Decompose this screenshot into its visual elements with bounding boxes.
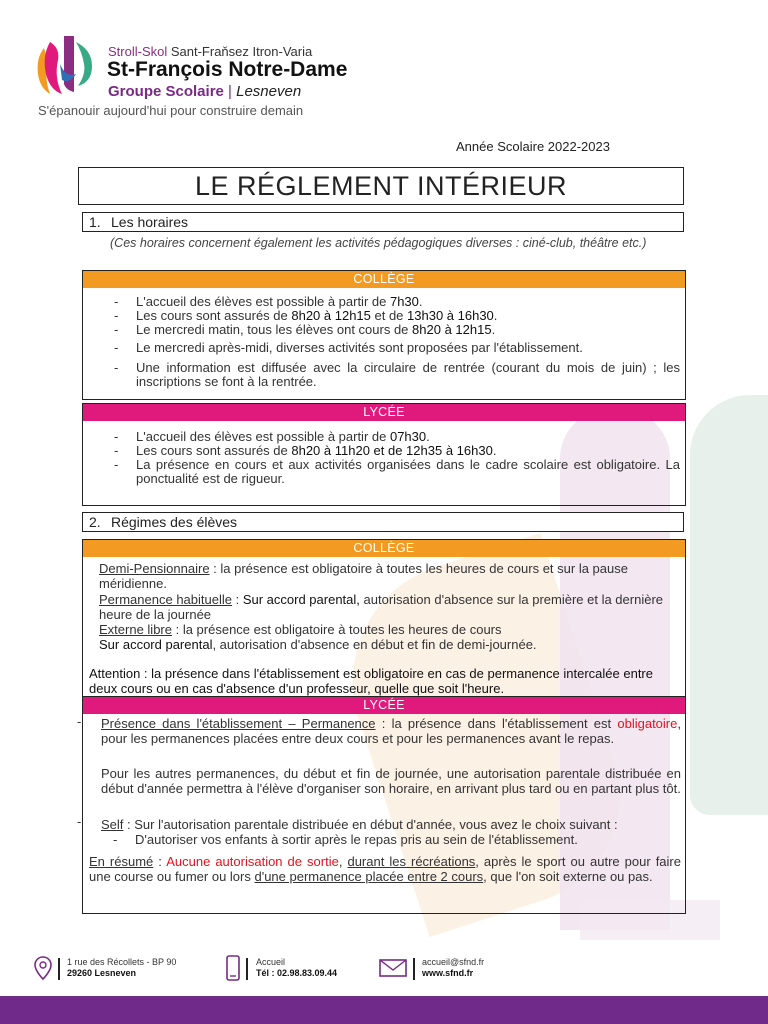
panel-college-regimes — [82, 539, 686, 696]
list-item: - Une information est diffusée avec la circulaire de rentrée (courant du mois de juin) ; les inscriptions se font à la rentrée. — [136, 361, 680, 389]
page-title: LE RÉGLEMENT INTÉRIEUR — [78, 167, 684, 205]
footer-address: 1 rue des Récollets - BP 90 29260 Lesneven — [67, 957, 177, 978]
list-item: - Les cours sont assurés de 8h20 à 12h15 et de 13h30 à 16h30. — [136, 309, 680, 323]
lycee-self: Self : Sur l'autorisation parentale distribuée en début d'année, vous avez le choix suivant : — [101, 817, 618, 832]
school-brand: Stroll-Skol — [108, 44, 168, 59]
phone-icon — [226, 955, 240, 981]
section-number: 2. — [89, 514, 101, 530]
school-city: Lesneven — [236, 83, 302, 100]
regime-externe-accord: Sur accord parental, autorisation d'absence en début et fin de demi-journée. — [99, 637, 537, 652]
attention-note: Attention : la présence dans l'établissement est obligatoire en cas de permanence intercalée entre deux cours ou en cas d'absence d'un professeur, quelle que soit l'heure. — [89, 666, 653, 696]
footer-divider — [58, 958, 60, 980]
regime-permanence-habituelle: Permanence habituelle : Sur accord parental, autorisation d'absence sur la première et la dernière heure de la journée — [99, 592, 664, 622]
lycee-autres-permanences: Pour les autres permanences, du début et fin de journée, une autorisation parentale distribuée en début d'année permettra à l'élève d'organiser son horaire, en arrivant plus tard ou en partant plus tôt. — [101, 766, 681, 796]
band-lycee: LYCÉE — [83, 697, 685, 714]
regime-demi-pensionnaire: Demi-Pensionnaire : la présence est obligatoire à toutes les heures de cours et sur la pause méridienne. — [99, 561, 628, 591]
list-item: - L'accueil des élèves est possible à partir de 07h30. — [136, 430, 680, 444]
band-college: COLLÈGE — [83, 540, 685, 557]
college-horaires-list — [136, 295, 680, 389]
bullet-dash: - — [77, 714, 82, 729]
lycee-self-options — [135, 832, 675, 847]
footer-website[interactable]: www.sfnd.fr — [422, 968, 474, 978]
footer-bar — [0, 996, 768, 1024]
section-heading-regimes — [82, 512, 684, 532]
group-separator: | — [223, 83, 237, 100]
watermark-shape-green — [690, 395, 768, 815]
list-item: - Le mercredi après-midi, diverses activités sont proposées par l'établissement. — [136, 341, 680, 355]
panel-lycee-horaires — [82, 403, 686, 506]
school-group-line — [108, 83, 301, 100]
horaires-note: (Ces horaires concernent également les activités pédagogiques diverses : ciné-club, théâtre etc.) — [110, 236, 647, 250]
footer-phone: Accueil Tél : 02.98.83.09.44 — [256, 957, 338, 978]
regime-externe-libre: Externe libre : la présence est obligatoire à toutes les heures de cours — [99, 622, 502, 637]
group-label: Groupe Scolaire — [108, 83, 224, 100]
location-pin-icon — [34, 956, 52, 980]
school-logo — [36, 34, 94, 96]
panel-college-horaires — [82, 270, 686, 400]
lycee-horaires-list — [136, 430, 680, 486]
school-year: Année Scolaire 2022-2023 — [456, 139, 610, 154]
footer — [0, 950, 768, 994]
mail-icon — [379, 959, 407, 977]
band-college: COLLÈGE — [83, 271, 685, 288]
list-item: - Le mercredi matin, tous les élèves ont cours de 8h20 à 12h15. — [136, 323, 680, 337]
band-lycee: LYCÉE — [83, 404, 685, 421]
footer-divider — [246, 958, 248, 980]
footer-divider — [413, 958, 415, 980]
school-tagline: S'épanouir aujourd'hui pour construire demain — [38, 103, 304, 118]
footer-contact — [422, 957, 484, 979]
lycee-resume: En résumé : Aucune autorisation de sortie, durant les récréations, après le sport ou autre pour faire une course ou fumer ou lors d'une permanence placée entre 2 cours, que l'on soit externe ou pas. — [89, 854, 681, 884]
list-item: - L'accueil des élèves est possible à partir de 7h30. — [136, 295, 680, 309]
list-item: - D'autoriser vos enfants à sortir après le repas pris au sein de l'établissement. — [135, 832, 675, 847]
panel-lycee-regimes — [82, 696, 686, 914]
section-label: Régimes des élèves — [111, 514, 238, 530]
section-label: Les horaires — [111, 214, 189, 230]
school-name: St-François Notre-Dame — [107, 58, 348, 81]
section-number: 1. — [89, 214, 101, 230]
lycee-presence: Présence dans l'établissement – Permanence : la présence dans l'établissement est obligatoire, pour les permanences placées entre deux cours et pour les permanences avant le repas. — [101, 716, 681, 746]
section-heading-horaires — [82, 212, 684, 232]
list-item: - Les cours sont assurés de 8h20 à 11h20 et de 12h35 à 16h30. — [136, 444, 680, 458]
school-line-breton — [108, 44, 312, 59]
college-regimes-body — [99, 561, 679, 652]
list-item: - La présence en cours et aux activités organisées dans le cadre scolaire est obligatoire. La ponctualité est de rigueur. — [136, 458, 680, 486]
footer-email[interactable]: accueil@sfnd.fr — [422, 957, 485, 967]
school-breton-name: Sant-Fraňsez Itron-Varia — [167, 44, 313, 59]
bullet-dash: - — [77, 814, 82, 829]
